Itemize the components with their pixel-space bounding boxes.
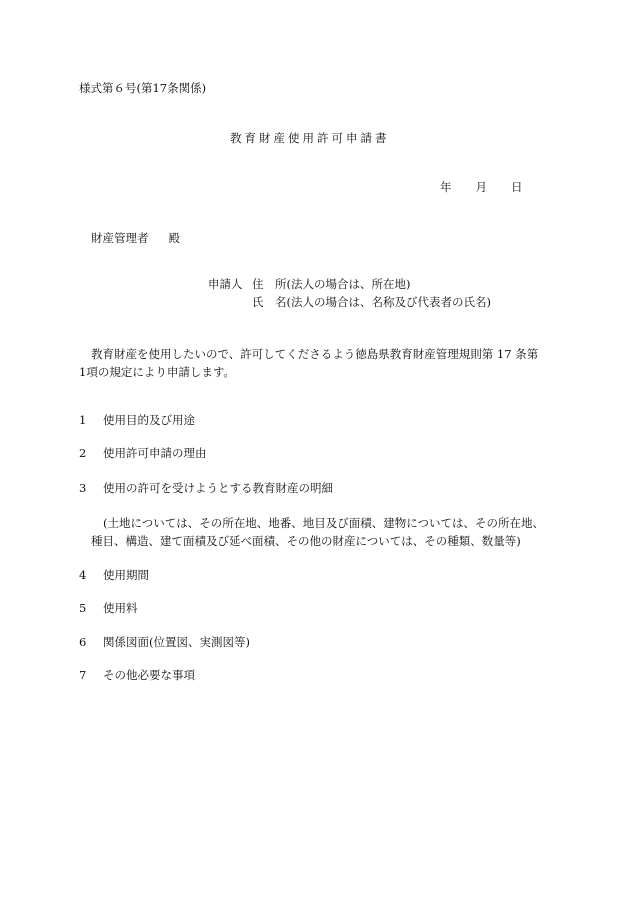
- item-number: 5: [79, 601, 87, 615]
- item-label: 使用目的及び用途: [103, 413, 195, 427]
- item-label: 使用許可申請の理由: [103, 446, 207, 460]
- item-label: 使用の許可を受けようとする教育財産の明細: [103, 481, 333, 495]
- applicant-address-label: 住 所(法人の場合は、所在地): [252, 277, 411, 291]
- item-label: 使用期間: [103, 568, 149, 582]
- item-number: 1: [79, 413, 87, 427]
- item-number: 7: [79, 668, 87, 682]
- item3-note-line2: 種目、構造、建て面積及び延べ面積、その他の財産については、その種類、数量等): [91, 534, 521, 548]
- list-item: [79, 570, 149, 582]
- date-day-label: 日: [511, 180, 523, 194]
- date-year-label: 年: [440, 180, 452, 194]
- applicant-name-label: 氏 名(法人の場合は、名称及び代表者の氏名): [252, 295, 491, 309]
- list-item: [79, 603, 138, 615]
- addressee-honorific: 殿: [168, 231, 180, 245]
- document-title: 教育財産使用許可申請書: [230, 131, 390, 145]
- addressee-name: 財産管理者: [91, 231, 149, 245]
- item3-note-line1: (土地については、その所在地、地番、地目及び面積、建物については、その所在地、: [103, 516, 545, 530]
- applicant-label: 申請人: [208, 277, 243, 291]
- list-item: [79, 483, 333, 495]
- item-number: 6: [79, 635, 87, 649]
- list-item: [79, 448, 207, 460]
- list-item: [79, 670, 195, 682]
- request-statement-line1: 教育財産を使用したいので、許可してくださるよう徳島県教育財産管理規則第 17 条第: [91, 347, 539, 361]
- request-statement-line2: 1項の規定により申請します。: [79, 365, 235, 379]
- list-item: [79, 415, 195, 427]
- form-number: 様式第６号(第17条関係): [79, 81, 207, 95]
- item-number: 2: [79, 446, 87, 460]
- item-label: 使用料: [103, 601, 138, 615]
- list-item: [79, 637, 250, 649]
- date-month-label: 月: [475, 180, 487, 194]
- item-number: 3: [79, 481, 87, 495]
- date-line: [440, 182, 523, 194]
- item-number: 4: [79, 568, 87, 582]
- item-label: 関係図面(位置図、実測図等): [103, 635, 250, 649]
- addressee: [91, 233, 180, 245]
- item-label: その他必要な事項: [103, 668, 195, 682]
